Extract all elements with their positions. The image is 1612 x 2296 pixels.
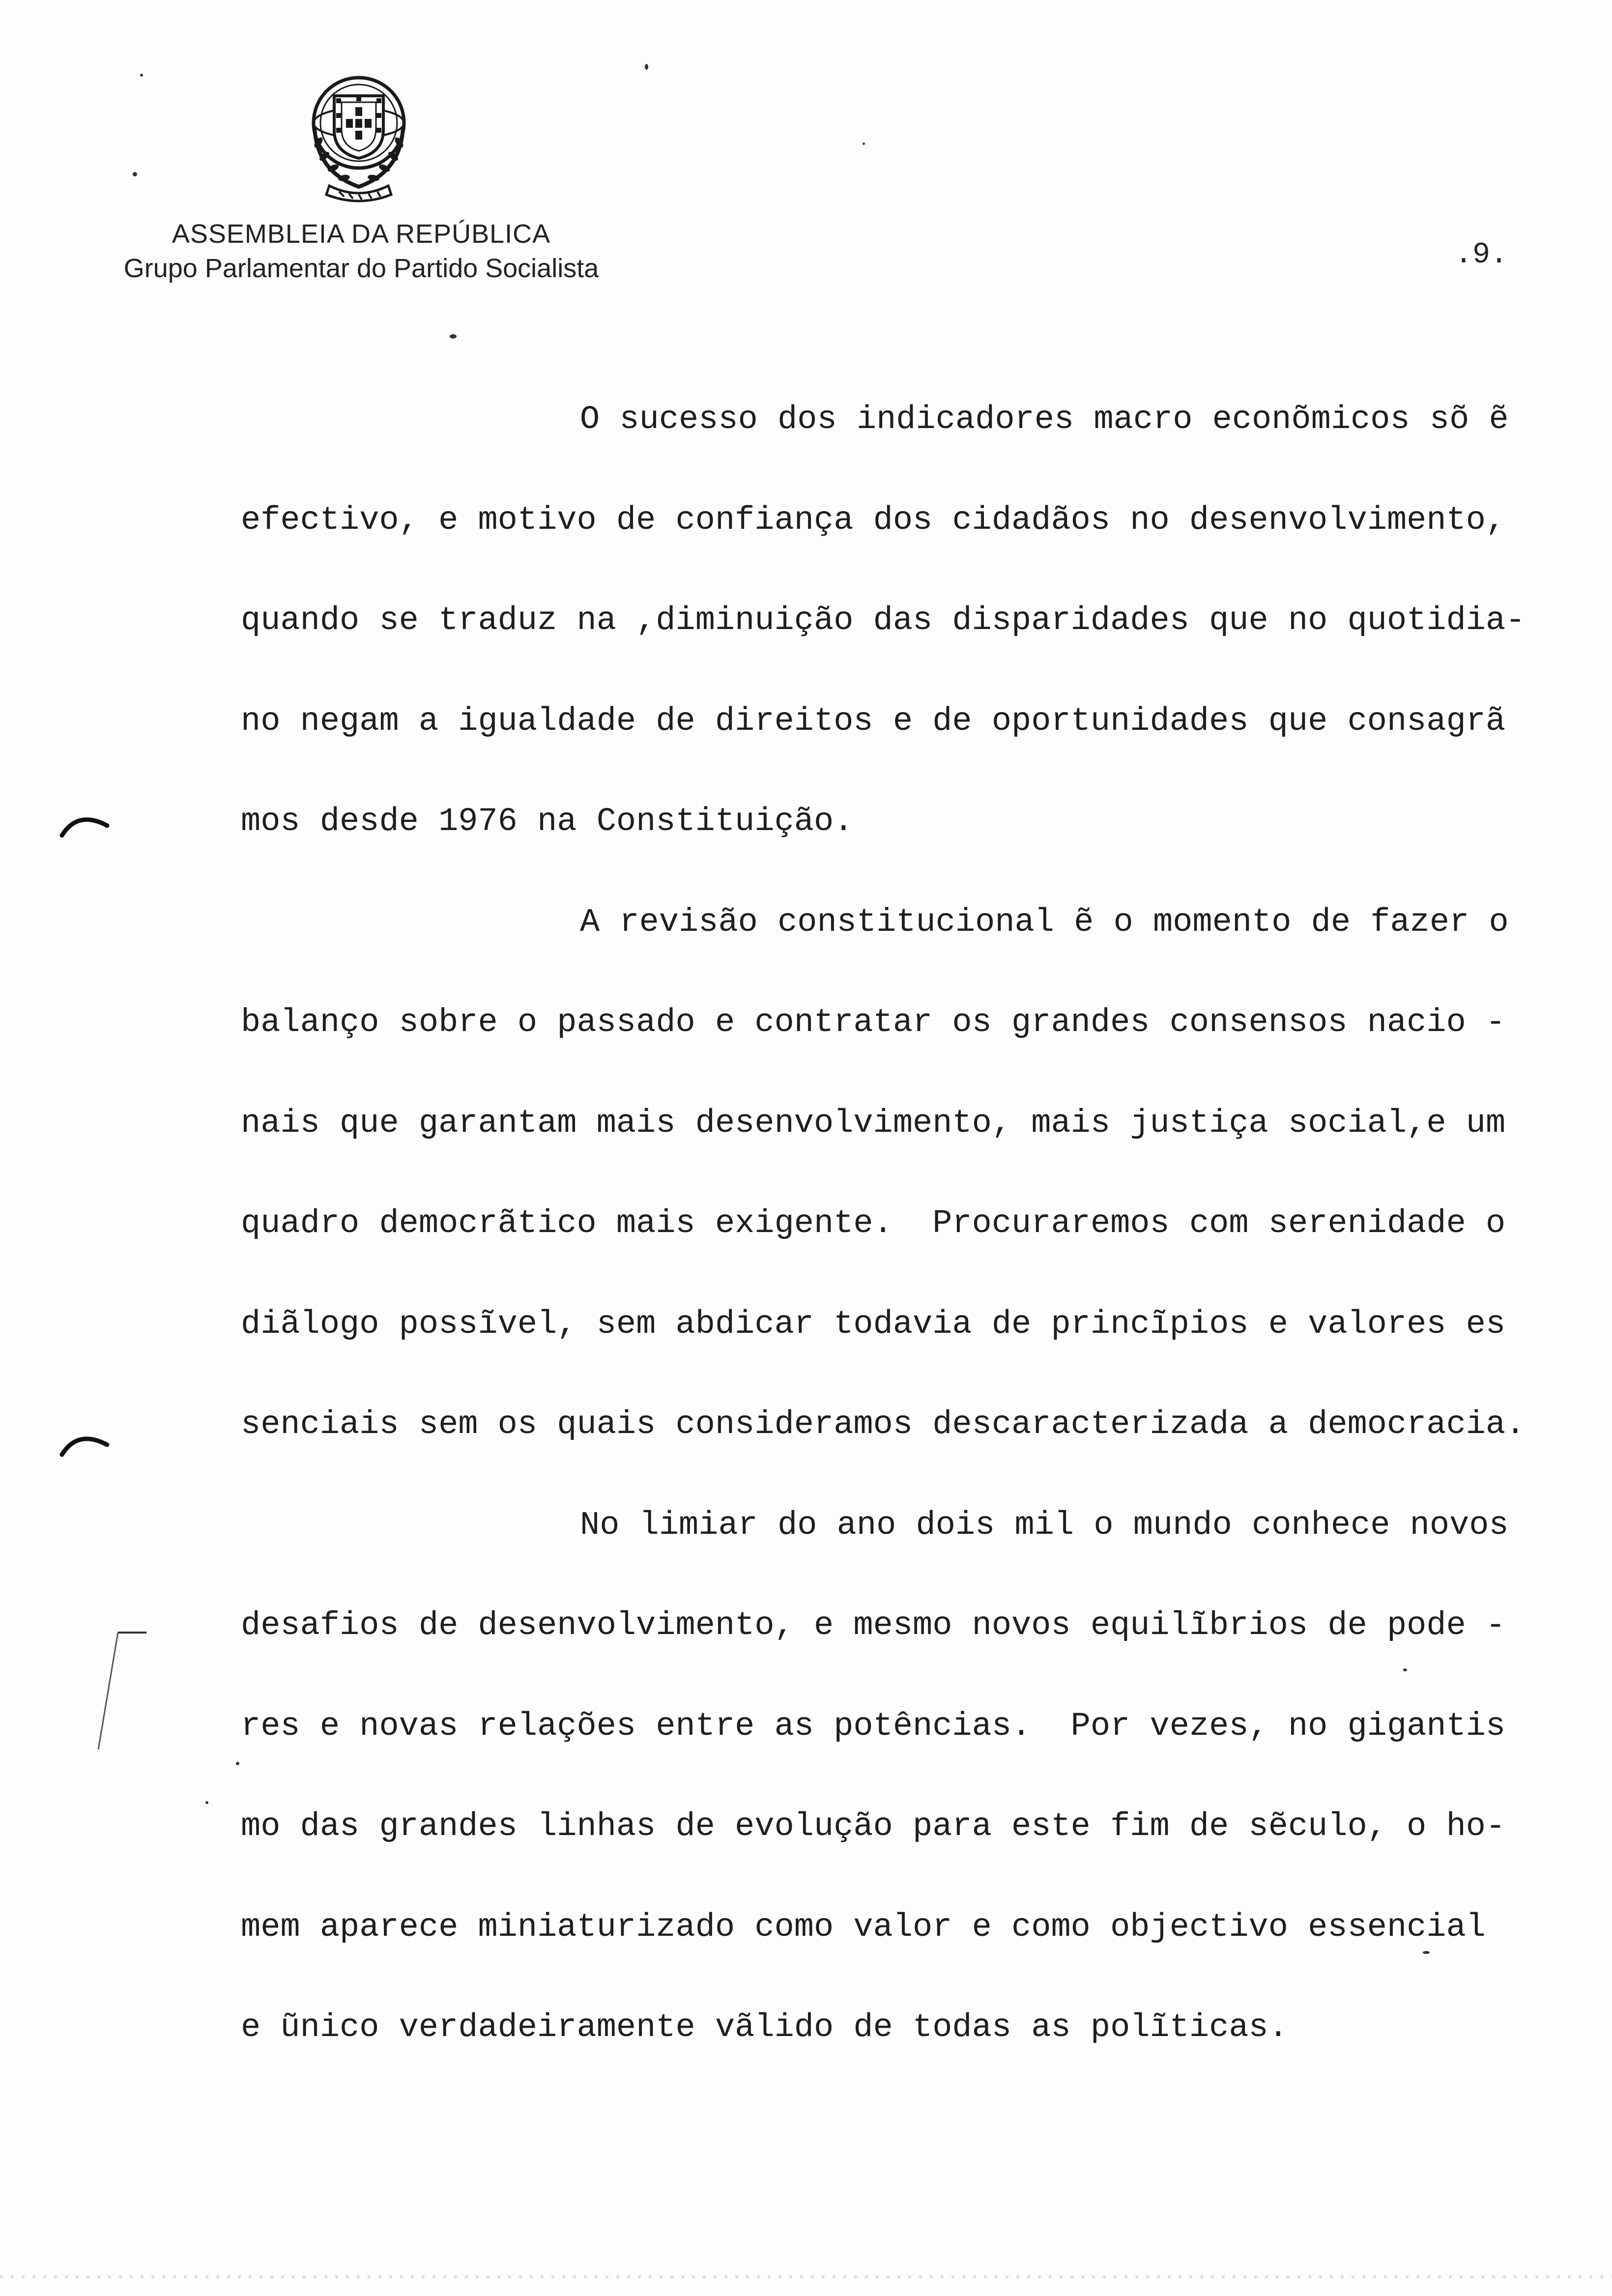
text-line: no negam a igualdade de direitos e de oportunidades que consagrã xyxy=(241,702,1506,740)
text-line: mos desde 1976 na Constituição. xyxy=(241,803,854,840)
scan-speck xyxy=(1423,1951,1430,1954)
text-line: mo das grandes linhas de evolução para este fim de sẽculo, o ho- xyxy=(241,1808,1506,1845)
scan-speck xyxy=(450,334,457,339)
text-line: quadro democrãtico mais exigente. Procuraremos com serenidade o xyxy=(241,1205,1506,1242)
margin-arc-mark xyxy=(58,1425,112,1464)
text-line: A revisão constitucional ẽ o momento de fazer o xyxy=(580,903,1509,941)
page-number: .9. xyxy=(1455,238,1508,272)
margin-arc-mark xyxy=(58,806,112,845)
parliamentary-group: Grupo Parlamentar do Partido Socialista xyxy=(123,254,599,283)
text-line: quando se traduz na ,diminuição das disparidades que no quotidia- xyxy=(241,602,1526,639)
text-line: O sucesso dos indicadores macro econõmicos sõ ẽ xyxy=(580,401,1509,438)
body-text xyxy=(241,370,1538,2078)
text-line: res e novas relações entre as potências. Por vezes, no gigantis xyxy=(241,1707,1506,1745)
text-line: senciais sem os quais consideramos descaracterizada a democracia. xyxy=(241,1406,1526,1443)
scan-speck xyxy=(140,74,143,77)
scan-edge xyxy=(0,2275,1612,2278)
text-line: nais que garantam mais desenvolvimento, mais justiça social,e um xyxy=(241,1104,1506,1142)
margin-bracket-mark xyxy=(84,1627,152,1754)
organization-name: ASSEMBLEIA DA REPÚBLICA xyxy=(172,219,551,249)
scan-speck xyxy=(645,64,648,70)
scan-speck xyxy=(205,1801,208,1804)
text-line: e ũnico verdadeiramente vãlido de todas as polĩticas. xyxy=(241,2009,1288,2046)
text-line: mem aparece miniaturizado como valor e como objectivo essencial xyxy=(241,1908,1486,1946)
text-line: balanço sobre o passado e contratar os grandes consensos nacio - xyxy=(241,1004,1506,1041)
scan-speck xyxy=(863,143,865,145)
text-line: desafios de desenvolvimento, e mesmo novos equilĩbrios de pode - xyxy=(241,1607,1506,1644)
text-line: diãlogo possĩvel, sem abdicar todavia de princĩpios e valores es xyxy=(241,1305,1506,1343)
text-line: efectivo, e motivo de confiança dos cidadãos no desenvolvimento, xyxy=(241,501,1506,539)
coat-of-arms-icon xyxy=(295,74,423,206)
scan-speck xyxy=(1403,1668,1407,1671)
scan-speck xyxy=(236,1762,239,1765)
text-line: No limiar do ano dois mil o mundo conhece novos xyxy=(580,1506,1509,1544)
scan-speck xyxy=(133,172,137,176)
